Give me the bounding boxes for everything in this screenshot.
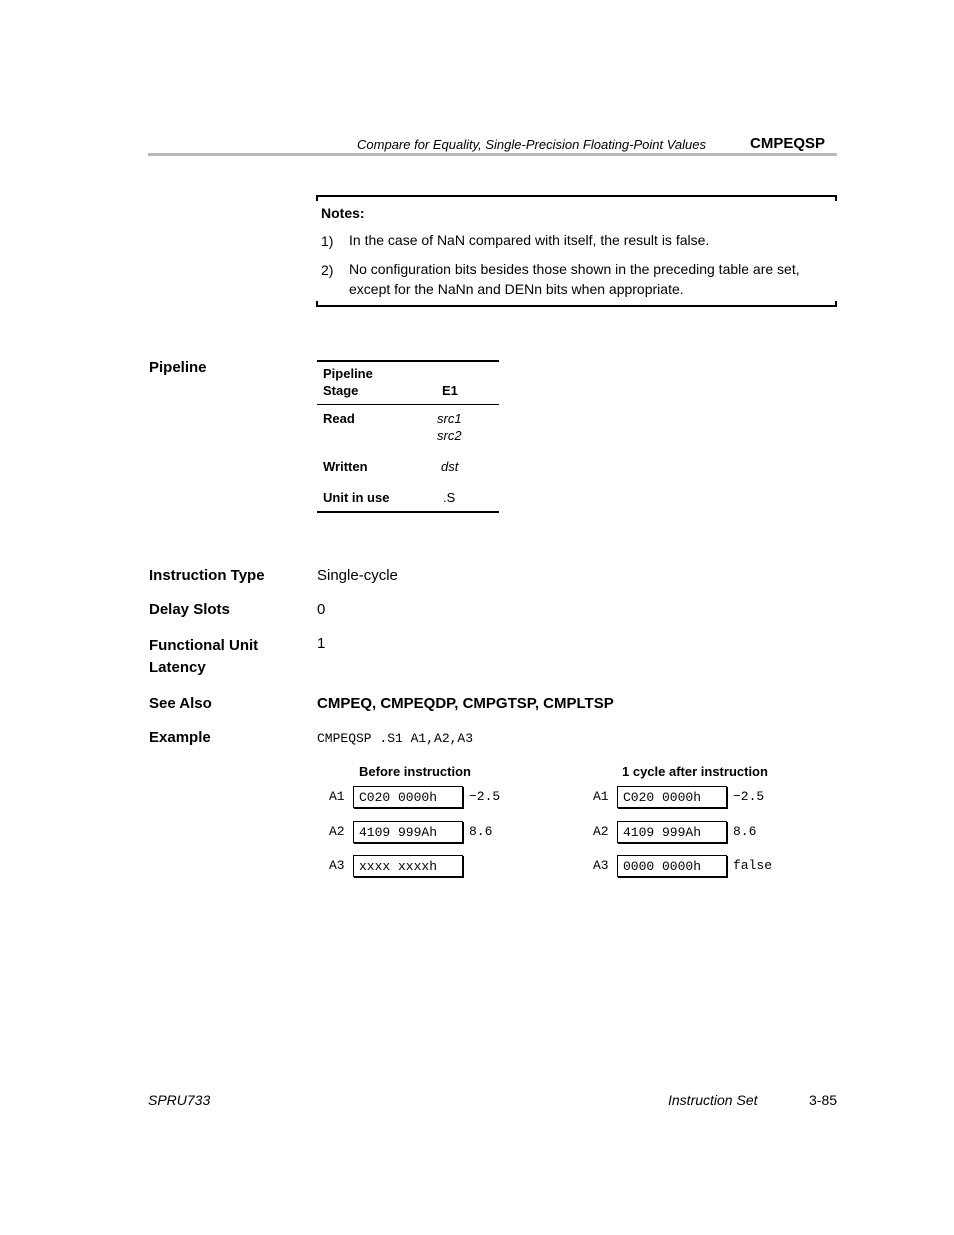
register-name: A3 [329, 858, 345, 873]
pipeline-stage-written: Written [323, 459, 368, 474]
running-header-mnemonic: CMPEQSP [750, 135, 826, 152]
before-heading: Before instruction [359, 764, 471, 779]
register-box: C020 0000h [617, 786, 727, 808]
register-box: 4109 999Ah [617, 821, 727, 843]
note-text: No configuration bits besides those shown in the preceding table are set, except for the NaNn and DENn bits when appropriate. [349, 261, 800, 297]
pipeline-table-bottom-rule [317, 511, 499, 513]
register-box: 4109 999Ah [353, 821, 463, 843]
register-box: 0000 0000h [617, 855, 727, 877]
pipeline-table-top-rule [317, 360, 499, 362]
pipeline-stage-read: Read [323, 411, 355, 426]
pipeline-header-stage-line2: Stage [323, 383, 359, 398]
functional-unit-latency-label [149, 635, 258, 679]
see-also-label: See Also [149, 695, 212, 712]
functional-unit-latency-label-line1: Functional Unit [149, 637, 259, 654]
instruction-type-label: Instruction Type [149, 567, 265, 584]
register-name: A1 [329, 789, 345, 804]
after-heading: 1 cycle after instruction [622, 764, 768, 779]
pipeline-stage-unit: Unit in use [323, 490, 390, 505]
register-name: A2 [329, 824, 345, 839]
pipeline-table-header-rule [317, 404, 499, 405]
notes-tick-tr [835, 195, 837, 201]
instruction-type-value: Single-cycle [317, 567, 398, 584]
register-name: A1 [593, 789, 609, 804]
register-name: A2 [593, 824, 609, 839]
footer-doc-id: SPRU733 [148, 1092, 211, 1108]
register-value: −2.5 [469, 789, 501, 804]
see-also-links[interactable]: CMPEQ, CMPEQDP, CMPGTSP, CMPLTSP [317, 695, 614, 712]
notes-tick-br [835, 301, 837, 307]
register-box: xxxx xxxxh [353, 855, 463, 877]
register-box: C020 0000h [353, 786, 463, 808]
pipeline-header-stage [323, 365, 373, 399]
example-label: Example [149, 729, 211, 746]
notes-bottom-border [316, 305, 837, 307]
delay-slots-value: 0 [317, 601, 326, 618]
note-text: In the case of NaN compared with itself, the result is false. [349, 232, 710, 248]
pipeline-value-src2: src2 [437, 428, 462, 443]
notes-heading: Notes: [321, 205, 365, 221]
running-header-title: Compare for Equality, Single-Precision Floating-Point Values [357, 137, 707, 152]
pipeline-value-dst: dst [441, 459, 459, 474]
pipeline-value-src1: src1 [437, 411, 462, 426]
register-value: 8.6 [733, 824, 757, 839]
notes-tick-bl [316, 301, 318, 307]
footer-page-number: 3-85 [809, 1092, 838, 1108]
functional-unit-latency-label-line2: Latency [149, 659, 206, 676]
header-rule [148, 153, 837, 156]
register-name: A3 [593, 858, 609, 873]
register-value: −2.5 [733, 789, 765, 804]
notes-top-border [316, 195, 837, 197]
pipeline-header-stage-line1: Pipeline [323, 366, 373, 381]
functional-unit-latency-value: 1 [317, 635, 326, 652]
pipeline-label: Pipeline [149, 359, 207, 376]
notes-tick-tl [316, 195, 318, 201]
register-value: false [733, 858, 773, 873]
footer-section: Instruction Set [668, 1092, 758, 1108]
example-code: CMPEQSP .S1 A1,A2,A3 [317, 731, 474, 746]
note-number: 1) [321, 233, 334, 249]
register-value: 8.6 [469, 824, 493, 839]
pipeline-header-e1: E1 [442, 383, 458, 398]
pipeline-value-unit: .S [443, 490, 456, 505]
note-number: 2) [321, 262, 334, 278]
delay-slots-label: Delay Slots [149, 601, 230, 618]
